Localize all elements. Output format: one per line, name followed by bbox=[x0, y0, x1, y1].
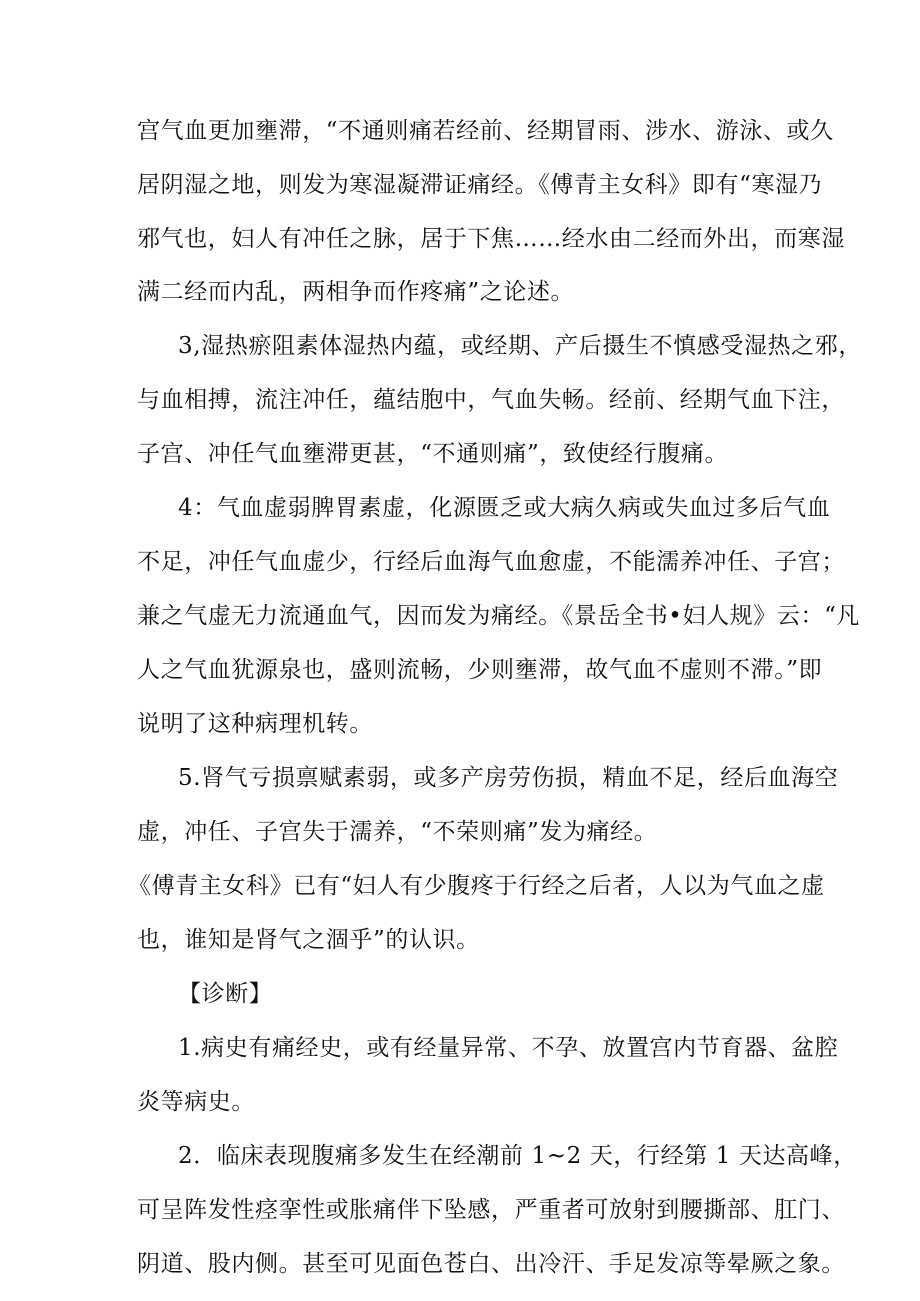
paragraph-3-line-4: 人之气血犹源泉也，盛则流畅，少则壅滞，故气血不虚则不滞。”即 bbox=[137, 657, 823, 683]
paragraph-3-line-5: 说明了这种病理机转。 bbox=[137, 711, 373, 737]
paragraph-2-line-2: 与血相搏，流注冲任，蕴结胞中，气血失畅。经前、经期气血下注， bbox=[137, 387, 845, 413]
paragraph-3-line-3: 兼之气虚无力流通血气，因而发为痛经。《景岳全书•妇人规》云：“凡 bbox=[137, 603, 861, 629]
paragraph-2-line-1: 3,湿热瘀阻素体湿热内蕴，或经期、产后摄生不慎感受湿热之邪， bbox=[178, 333, 862, 359]
paragraph-3-line-1: 4：气血虚弱脾胃素虚，化源匮乏或大病久病或失血过多后气血 bbox=[178, 495, 831, 521]
paragraph-4-line-2: 虚，冲任、子宫失于濡养，“不荣则痛”发为痛经。 bbox=[137, 819, 658, 845]
paragraph-2-line-3: 子宫、冲任气血壅滞更甚，“不通则痛”，致使经行腹痛。 bbox=[137, 441, 729, 467]
paragraph-5-line-2: 炎等病史。 bbox=[137, 1089, 255, 1115]
paragraph-1-line-2: 居阴湿之地，则发为寒湿凝滞证痛经。《傅青主女科》即有“寒湿乃 bbox=[137, 172, 823, 198]
paragraph-1-line-4: 满二经而内乱，两相争而作疼痛”之论述。 bbox=[137, 279, 575, 305]
paragraph-5-line-1: 1.病史有痛经史，或有经量异常、不孕、放置宫内节育器、盆腔 bbox=[178, 1035, 839, 1061]
paragraph-3-line-2: 不足，冲任气血虚少，行经后血海气血愈虚，不能濡养冲任、子宫； bbox=[137, 549, 845, 575]
paragraph-4-line-1: 5.肾气亏损禀赋素弱，或多产房劳伤损，精血不足，经后血海空 bbox=[178, 765, 839, 791]
paragraph-1-line-1: 宫气血更加壅滞，“不通则痛若经前、经期冒雨、涉水、游泳、或久 bbox=[137, 118, 834, 144]
paragraph-4-line-4: 也，谁知是肾气之涸乎”的认识。 bbox=[137, 927, 480, 953]
paragraph-1-line-3: 邪气也，妇人有冲任之脉，居于下焦……经水由二经而外出，而寒湿 bbox=[137, 226, 845, 252]
paragraph-6-line-2: 可呈阵发性痉挛性或胀痛伴下坠感，严重者可放射到腰撕部、肛门、 bbox=[137, 1197, 845, 1223]
paragraph-6-line-3: 阴道、股内侧。甚至可见面色苍白、出冷汗、手足发凉等晕厥之象。 bbox=[137, 1251, 845, 1277]
paragraph-6-line-1: 2．临床表现腹痛多发生在经潮前 1~2 天，行经第 1 天达高峰， bbox=[178, 1143, 857, 1169]
section-heading: 【诊断】 bbox=[178, 981, 273, 1007]
paragraph-4-line-3: 《傅青主女科》已有“妇人有少腹疼于行经之后者，人以为气血之虚 bbox=[128, 873, 825, 899]
